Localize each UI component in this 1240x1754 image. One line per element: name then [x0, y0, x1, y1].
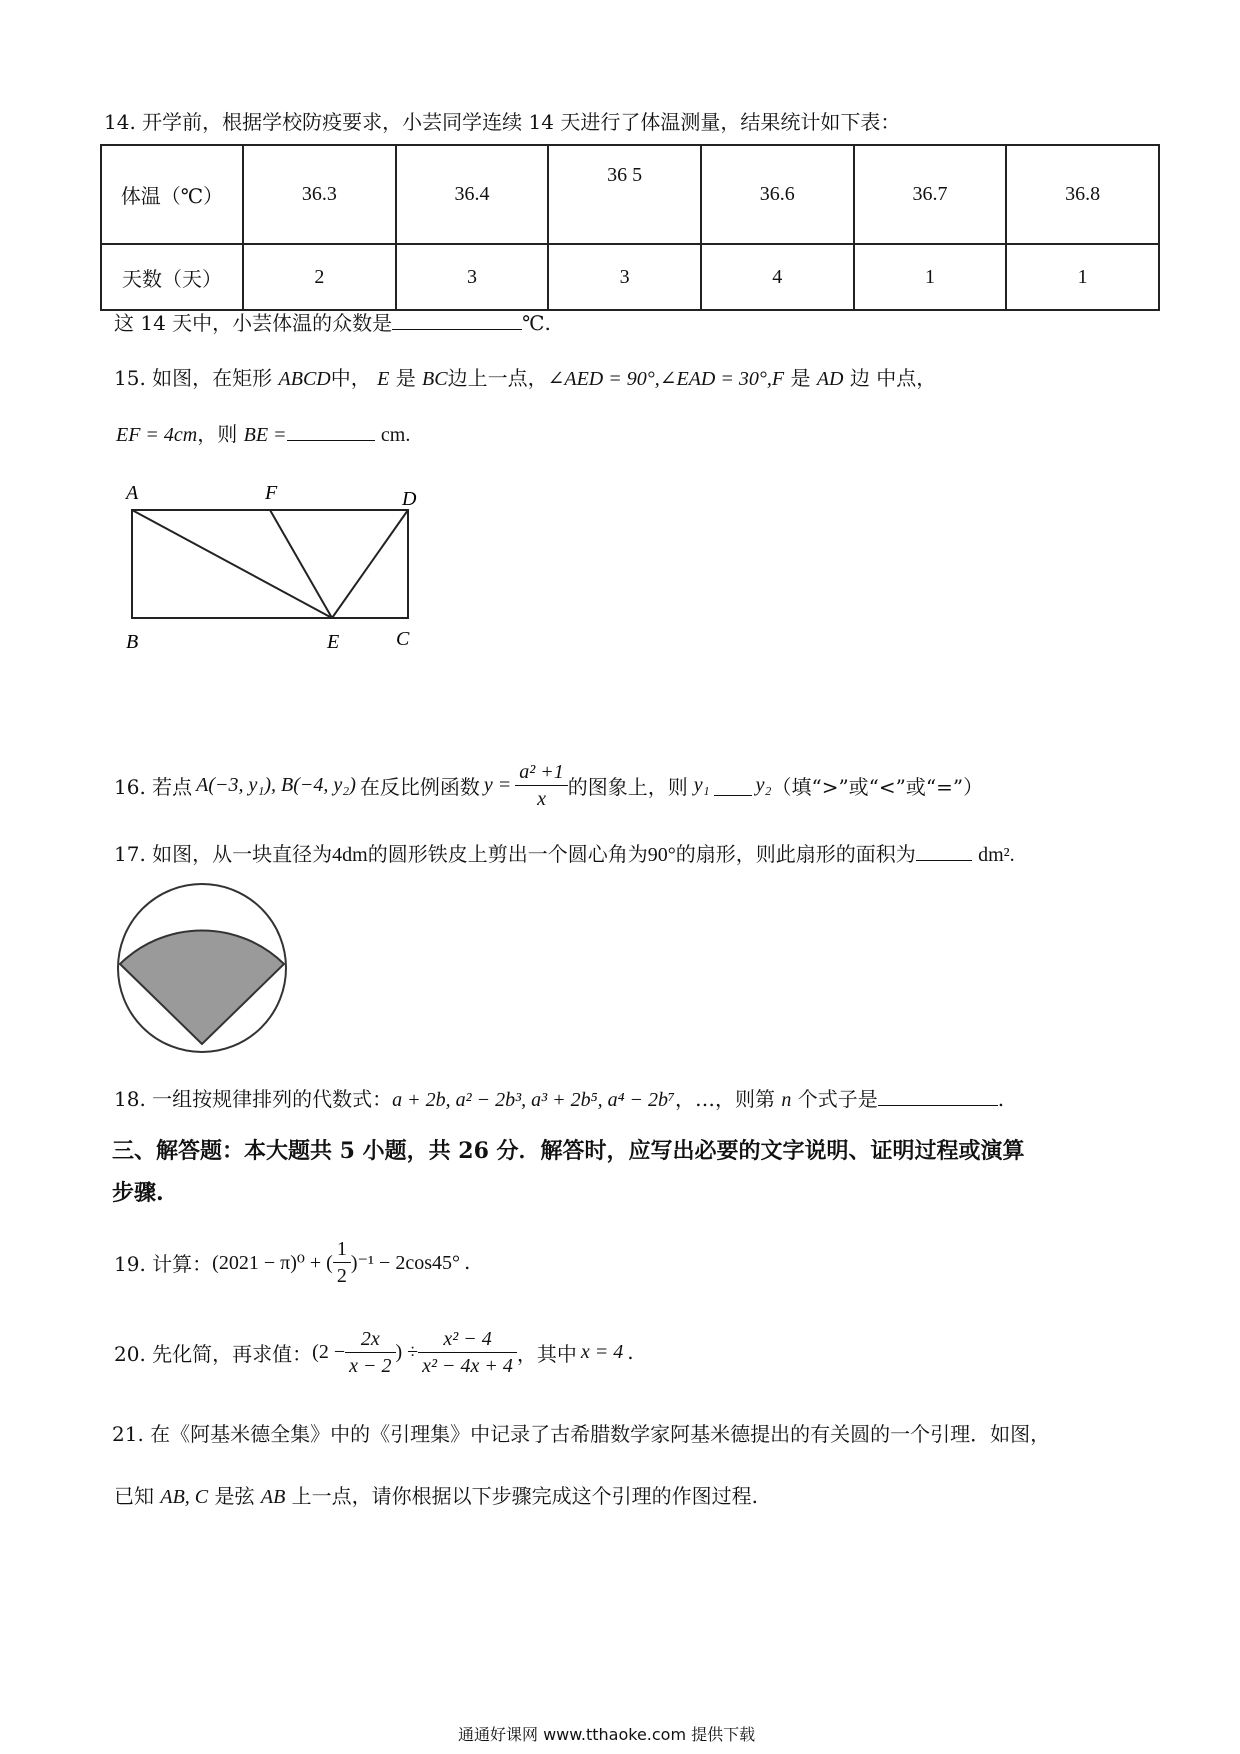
q15-text: 是	[790, 366, 811, 390]
table-cell: 2	[243, 244, 396, 310]
q19-expression: (2021 − π)⁰ + (	[212, 1251, 333, 1274]
q14-unit: ℃.	[522, 311, 551, 335]
label-b: B	[126, 631, 139, 653]
table-cell: 1	[1006, 244, 1159, 310]
q15-ad: AD	[816, 368, 844, 390]
q17-angle: 90°	[647, 844, 676, 866]
q20-label: 20. 先化简，再求值：	[114, 1341, 313, 1366]
q20-end: .	[627, 1340, 634, 1364]
label-c: C	[396, 628, 410, 650]
q20-line	[114, 1320, 634, 1384]
q14-text: 14. 开学前，根据学校防疫要求，小芸同学连续 14 天进行了体温测量，结果统计如下表：	[104, 110, 901, 134]
q17-text: 的扇形，则此扇形的面积为	[675, 842, 916, 866]
q16-y-eq: y =	[483, 773, 512, 796]
q21-text: 是弦	[214, 1484, 255, 1508]
table-cell: 4	[701, 244, 854, 310]
q16-text: 在反比例函数	[359, 774, 480, 799]
q20-fraction-1	[345, 1326, 395, 1379]
q18-text: ，…，则第	[675, 1087, 776, 1111]
q20-text: ，其中	[516, 1341, 577, 1366]
q15-f: F	[771, 368, 785, 390]
table-cell: 1	[854, 244, 1007, 310]
table-row	[101, 244, 1159, 310]
q17-text: 的圆形铁皮上剪出一个圆心角为	[367, 842, 648, 866]
q16-y1: y₁	[693, 773, 710, 796]
table-cell: 36.6	[701, 145, 854, 244]
table-cell: 3	[548, 244, 701, 310]
q17-line	[114, 838, 1015, 867]
answer-blank	[392, 309, 522, 330]
q21-text: 已知	[114, 1484, 154, 1508]
temperature-table	[100, 144, 1160, 311]
fraction-denominator: x² − 4x + 4	[422, 1354, 513, 1377]
fraction-numerator: x² − 4	[418, 1326, 517, 1353]
q15-text: ，则	[197, 422, 238, 446]
footer-text: 通通好课网 www.tthaoke.com 提供下载	[458, 1725, 756, 1744]
q15-text: 是	[395, 366, 416, 390]
q18-end: .	[997, 1087, 1005, 1111]
q16-fraction	[515, 759, 568, 812]
table-cell: 36.7	[854, 145, 1007, 244]
rectangle-figure	[110, 470, 430, 660]
q16-text: （填“>”或“<”或“=”）	[771, 774, 984, 799]
table-row	[101, 145, 1159, 244]
q20-condition: x = 4	[580, 1340, 624, 1363]
q15-angles: ∠AED = 90°,∠EAD = 30°,	[547, 368, 772, 390]
q18-n: n	[781, 1089, 792, 1111]
q14-question-text: 这 14 天中，小芸体温的众数是	[114, 311, 393, 335]
table-cell: 36.3	[243, 145, 396, 244]
table-header-temperature: 体温（℃）	[101, 145, 243, 244]
q21-text: 上一点，请你根据以下步骤完成这个引理的作图过程.	[291, 1484, 759, 1508]
q15-text: 15. 如图，在矩形	[114, 366, 273, 390]
label-d: D	[402, 488, 417, 510]
segment-de	[332, 510, 408, 618]
q21-line2	[114, 1480, 758, 1509]
answer-blank	[714, 775, 752, 796]
q21-ab: AB	[260, 1486, 286, 1508]
label-f: F	[265, 482, 278, 504]
q16-line	[114, 754, 983, 816]
fraction-denominator: 2	[336, 1264, 347, 1287]
q15-ef: EF = 4cm	[116, 424, 198, 446]
table-cell: 3	[396, 244, 549, 310]
fraction-numerator: 2x	[345, 1326, 395, 1353]
q15-text: 边 中点，	[849, 366, 937, 390]
q15-line2	[116, 418, 410, 447]
q19-fraction	[333, 1236, 351, 1289]
q18-text: 18. 一组按规律排列的代数式：	[114, 1087, 393, 1111]
q15-e: E	[377, 368, 390, 390]
q19-end: .	[463, 1250, 471, 1274]
q19-label: 19. 计算：	[114, 1251, 213, 1276]
q17-text: 17. 如图，从一块直径为	[114, 842, 333, 866]
table-cell: 36.8	[1006, 145, 1159, 244]
q17-unit: dm².	[978, 844, 1015, 866]
answer-blank	[878, 1085, 998, 1106]
fraction-denominator: x − 2	[349, 1354, 392, 1377]
q14-question	[114, 307, 551, 336]
fraction-numerator: 1	[333, 1236, 351, 1263]
q19-expression: )⁻¹ − 2cos45°	[350, 1251, 460, 1274]
table-header-days: 天数（天）	[101, 244, 243, 310]
section-heading: 三、解答题：本大题共 5 小题，共 26 分．解答时，应写出必要的文字说明、证明过程或演算	[112, 1138, 1025, 1164]
q21-line1: 21. 在《阿基米德全集》中的《引理集》中记录了古希腊数学家阿基米德提出的有关圆的一个引理．如图，	[112, 1422, 1051, 1446]
rectangle-abcd	[132, 510, 408, 618]
table-cell: 36.4	[396, 145, 549, 244]
q17-diameter: 4dm	[332, 844, 368, 866]
q20-divide: ) ÷	[395, 1340, 419, 1363]
fraction-denominator: x	[537, 787, 546, 810]
q18-expressions: a + 2b, a² − 2b³, a³ + 2b⁵, a⁴ − 2b⁷	[392, 1089, 676, 1111]
label-e: E	[327, 631, 340, 653]
q18-text: 个式子是	[797, 1087, 878, 1111]
q15-unit: cm.	[380, 424, 411, 446]
table-cell: 36 5	[548, 145, 701, 244]
q16-text: 的图象上，则	[567, 774, 688, 799]
q15-be: BE =	[243, 424, 287, 446]
q20-open: (2 −	[312, 1340, 346, 1363]
label-a: A	[126, 482, 139, 504]
q16-points: A(−3, y₁), B(−4, y₂)	[196, 773, 356, 796]
q15-abcd: ABCD	[278, 368, 331, 390]
q15-bc: BC	[422, 368, 448, 390]
q19-line	[114, 1230, 470, 1294]
q18-line	[114, 1083, 1004, 1112]
section-heading-cont: 步骤.	[112, 1180, 164, 1206]
q15-line1	[114, 362, 936, 391]
answer-blank	[287, 420, 375, 441]
q21-ab-c: AB, C	[160, 1486, 209, 1508]
q16-text: 16. 若点	[114, 774, 193, 799]
circle-sector-figure	[110, 876, 300, 1066]
fraction-numerator: a² +1	[515, 759, 568, 786]
q20-fraction-2	[418, 1326, 517, 1379]
q15-text: 中，	[330, 366, 371, 390]
sector-shaded	[120, 930, 284, 1044]
q16-y2: y₂	[755, 773, 772, 796]
answer-blank	[916, 840, 972, 861]
q15-text: 边上一点，	[447, 366, 548, 390]
